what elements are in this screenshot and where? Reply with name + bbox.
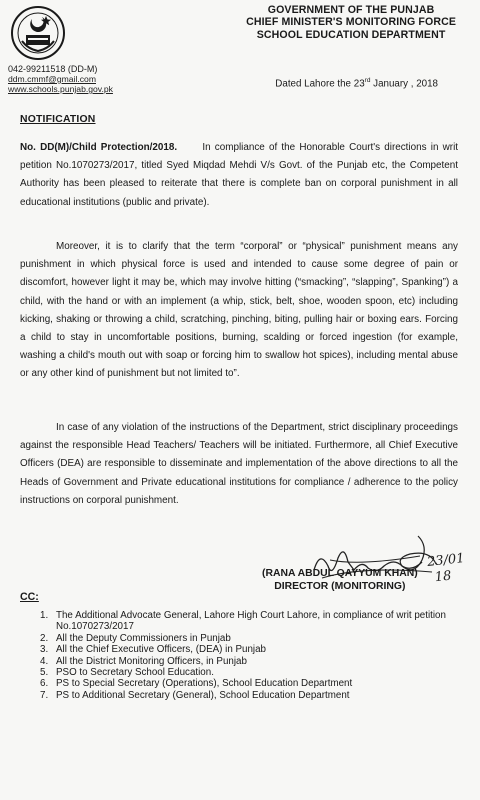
letterhead-line-2: CHIEF MINISTER'S MONITORING FORCE — [246, 16, 456, 29]
dated-suffix: rd — [364, 77, 371, 84]
cc-item-text: All the Chief Executive Officers, (DEA) in Punjab — [56, 644, 266, 656]
cc-list-item — [40, 644, 460, 655]
handwritten-date-line-2: 18 — [434, 568, 453, 586]
cc-item-text: PSO to Secretary School Education. — [56, 667, 214, 679]
notification-title: NOTIFICATION — [20, 114, 96, 125]
cc-list-item — [40, 678, 460, 689]
cc-list-item — [40, 633, 460, 644]
cc-list — [40, 610, 460, 701]
handwritten-date — [426, 551, 467, 587]
paragraph-1 — [20, 139, 458, 212]
cc-item-number: 4. — [40, 655, 49, 667]
dated-day: 23 — [353, 78, 365, 90]
website-link[interactable]: www.schools.punjab.gov.pk — [8, 84, 113, 94]
cc-list-item — [40, 690, 460, 701]
reference-number: No. DD(M)/Child Protection/2018. — [20, 142, 178, 153]
cc-item-text: PS to Special Secretary (Operations), School Education Department — [56, 678, 353, 690]
paragraph-3: In case of any violation of the instructions of the Department, strict disciplinary proceedings against the responsible Head Teachers/ Teachers will be initiated. Furthermore, all Chief Executive Officers (DEA) are responsible to disseminate and implementation of the above directions to all the Heads of Government and Private educational institutions for compliance / adherence to the policy instructions on corporal punishment. — [20, 422, 458, 506]
dated-line — [275, 77, 438, 89]
phone-number: 042-99211518 (DD-M) — [8, 64, 98, 74]
cc-list-item — [40, 667, 460, 678]
contact-block — [8, 64, 113, 94]
signatory-name: (RANA ABDUL QAYYUM KHAN) — [262, 568, 418, 579]
cc-item-number: 2. — [40, 632, 49, 644]
cc-item-text: All the Deputy Commissioners in Punjab — [56, 632, 231, 644]
paragraph-2: Moreover, it is to clarify that the term “corporal” or “physical” punishment means any punishment in which physical force is used and intended to cause some degree of pain or discomfort, however light it may be, which may involve hitting (“smacking”, “slapping”, Spanking”) a child, with the hand or with an implement (a whip, stick, belt, shoe, wooden spoon, etc) including kicking, shaking or throwing a child, scratching, pinching, biting, pulling hair or boxing ears. Forcing a child to stay in uncomfortable positions, burning, scalding or forced ingestion (for example, washing a child's mouth out with soap or forcing him to swallow hot spices), including mental abuse or any other kind of punishment but not limited to”. — [20, 241, 458, 380]
cc-heading: CC: — [20, 591, 39, 603]
dated-rest: January , 2018 — [373, 78, 438, 90]
cc-item-number: 6. — [40, 678, 49, 690]
cc-item-text: All the District Monitoring Officers, in Punjab — [56, 655, 247, 667]
cc-item-number: 5. — [40, 667, 49, 679]
letterhead — [246, 4, 456, 41]
cc-item-number: 3. — [40, 644, 49, 656]
cc-list-item — [40, 656, 460, 667]
letterhead-line-1: GOVERNMENT OF THE PUNJAB — [267, 4, 435, 16]
cc-item-text: The Additional Advocate General, Lahore High Court Lahore, in compliance of writ petition No.1070273/2017 — [56, 610, 446, 633]
cc-list-item — [40, 610, 460, 633]
signatory-title: DIRECTOR (MONITORING) — [274, 581, 406, 592]
paragraph-1-text: In compliance of the Honorable Court's directions in writ petition No.1070273/2017, titled Syed Miqdad Mehdi V/s Govt. of the Punjab etc, the Competent Authority has been pleased to reiterate that there is complete ban on corporal punishment in all educational institutions (public and private). — [20, 142, 459, 208]
punjab-government-emblem — [10, 5, 66, 61]
cc-item-number: 7. — [40, 689, 49, 701]
email-link[interactable]: ddm.cmmf@gmail.com — [8, 74, 96, 84]
handwritten-date-line-1: 23/01 — [426, 551, 466, 570]
signatory-block — [262, 567, 418, 593]
cc-item-number: 1. — [40, 610, 49, 621]
dated-prefix: Dated Lahore the — [275, 78, 352, 90]
cc-item-text: PS to Additional Secretary (General), School Education Department — [56, 689, 350, 701]
letterhead-line-3: SCHOOL EDUCATION DEPARTMENT — [256, 28, 446, 41]
